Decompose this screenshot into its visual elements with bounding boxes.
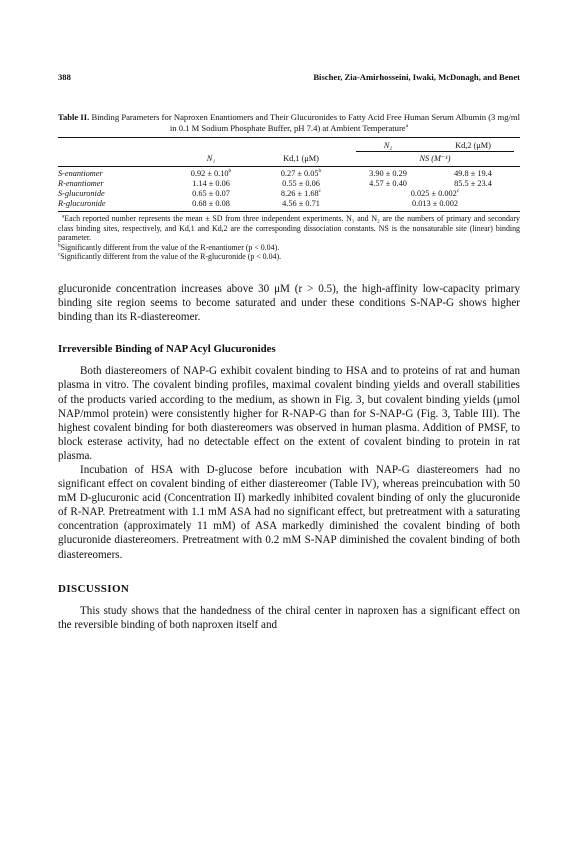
paragraph: Both diastereomers of NAP-G exhibit covalent binding to HSA and to proteins of rat and human plasma in vitro. The covalent binding profiles, maximal covalent binding yields and overall stabilities of the products varied according to the medium, as shown in Fig. 3, but covalent binding yields (μmol NAP/mmol protein) were consistently higher for R-NAP-G than for S-NAP-G (Fig. 3, Table III). The highest covalent binding for both diastereomers was observed in human plasma. Addition of PMSF, to block esterase activity, had no detectable effect on the extent of covalent binding to protein in rat plasma. xyxy=(58,365,520,462)
running-head-authors: Bischer, Zia-Amirhosseini, Iwaki, McDonagh, and Benet xyxy=(313,72,520,82)
paragraph: glucuronide concentration increases above 30 μM (r > 0.5), the high-affinity low-capacity primary binding site region seems to become saturated and under these conditions S-NAP-G shows higher binding than its R-diastereomer. xyxy=(58,282,520,324)
page-number: 388 xyxy=(58,72,71,82)
header-ns: NS (M⁻¹) xyxy=(419,154,451,163)
table-caption-label: Table II. xyxy=(58,112,90,122)
header-kd2: Kd,2 (μM) xyxy=(455,141,491,150)
table-footnotes xyxy=(58,214,520,262)
paragraph: This study shows that the handedness of the chiral center in naproxen has a significant effect on the reversible binding of both naproxen itself and xyxy=(58,604,520,631)
discussion-heading: DISCUSSION xyxy=(58,582,130,595)
table-row: R-glucuronide 0.68 ± 0.08 4.56 ± 0.71 0.013 ± 0.002 xyxy=(58,199,520,212)
table-caption-text: Binding Parameters for Naproxen Enantiomers and Their Glucuronides to Fatty Acid Free Human Serum Albumin (3 mg/ml in 0.1 M Sodium Phosphate Buffer, pH 7.4) at Ambient Temperature xyxy=(91,112,520,133)
table-row: S-glucuronide 0.65 ± 0.07 8.26 ± 1.68$^c$ 0.025 ± 0.002$^c$ xyxy=(58,188,460,198)
running-head xyxy=(58,72,520,86)
table-row: R-enantiomer 1.14 ± 0.06 0.55 ± 0.06 4.57 ± 0.40 85.5 ± 23.4 xyxy=(58,179,492,188)
footnote-a: $^a$Each reported number represents the mean ± SD from three independent experiments. N₁ and N₂ are the numbers of primary and secondary class binding sites, respectively, and Kd,1 and Kd,2 are the corresponding dissociation constants. NS is the nonsaturable site (linear) binding parameter. xyxy=(58,213,520,243)
table-caption xyxy=(58,112,520,133)
footnote-b: $^b$Significantly different from the value of the R-enantiomer (p < 0.04). xyxy=(58,242,280,252)
paragraph: Incubation of HSA with D-glucose before incubation with NAP-G diastereomers had no significant effect on covalent binding of either diastereomer (Table IV), whereas preincubation with 50 mM D-glucuronic acid (Concentration II) markedly inhibited covalent binding of only the glucuronide of R-NAP. Pretreatment with 1.1 mM ASA had no significant effect, but pretreatment with a saturating concentration (approximately 11 mM) of ASA markedly diminished the covalent binding of both glucuronide diastereomers. Pretreatment with 0.2 mM S-NAP diminished the covalent binding of both diastereomers. xyxy=(58,464,520,561)
header-n1: N₁ xyxy=(206,154,216,163)
footnote-c: $^c$Significantly different from the value of the R-glucuronide (p < 0.04). xyxy=(58,251,282,262)
section-heading: Irreversible Binding of NAP Acyl Glucuronides xyxy=(58,343,276,356)
table-row: S-enantiomer 0.92 ± 0.10$^b$ 0.27 ± 0.05$^b$ 3.90 ± 0.29 49.8 ± 19.4 xyxy=(58,168,492,178)
binding-parameters-table xyxy=(58,137,520,212)
table-caption-note: a xyxy=(405,122,409,129)
header-n2: N₂ xyxy=(383,141,393,150)
body-text xyxy=(58,282,520,632)
document-page xyxy=(58,72,520,632)
header-kd1: Kd,1 (μM) xyxy=(283,154,319,163)
